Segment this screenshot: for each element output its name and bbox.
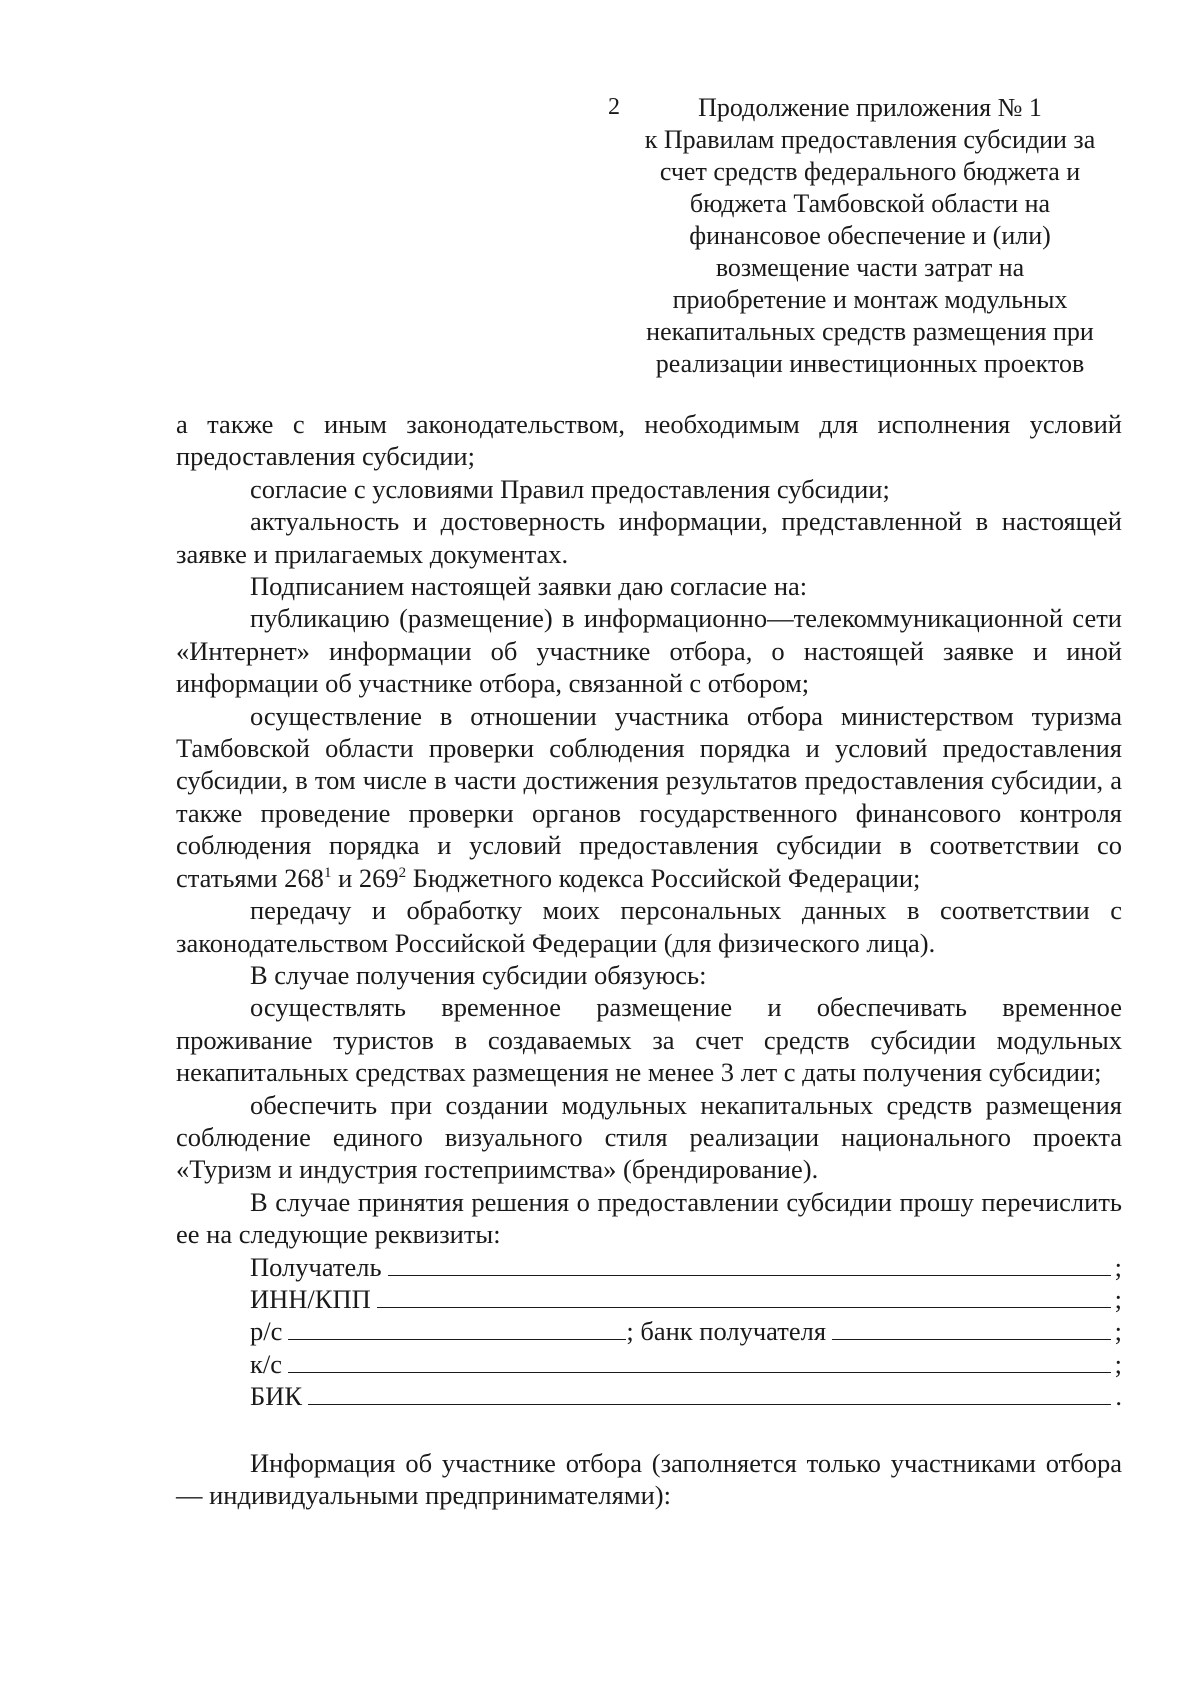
header-line: Продолжение приложения № 1 [698, 93, 1042, 122]
page-number: 2 [608, 94, 620, 120]
field-terminator: ; [1114, 1348, 1122, 1379]
header-line: счет средств федерального бюджета и [659, 157, 1081, 186]
paragraph-text: Бюджетного кодекса Российской Федерации; [406, 862, 921, 893]
paragraph: обеспечить при создании модульных некапитальных средств размещения соблюдение единого визуального стиля реализации национального проекта «Туризм и индустрия гостеприимства» (брендирование). [176, 1089, 1122, 1185]
paragraph-budget-code [176, 700, 1122, 894]
superscript: 1 [323, 864, 332, 881]
appendix-header [600, 92, 1140, 380]
paragraph: В случае получения субсидии обязуюсь: [250, 959, 707, 990]
inn-kpp-field [176, 1283, 1122, 1315]
field-terminator: ; [1114, 1251, 1122, 1282]
recipient-field [176, 1251, 1122, 1283]
spacer [176, 1413, 1122, 1447]
paragraph: актуальность и достоверность информации, представленной в настоящей заявке и прилагаемых документах. [176, 506, 1122, 569]
recipient-blank [388, 1253, 1111, 1276]
paragraph: Подписанием настоящей заявки даю согласие на: [250, 571, 808, 602]
header-line: к Правилам предоставления субсидии за [644, 125, 1096, 154]
bank-label: ; банк получателя [626, 1316, 827, 1347]
paragraph: согласие с условиями Правил предоставления субсидии; [250, 473, 890, 504]
paragraph: В случае принятия решения о предоставлении субсидии прошу перечислить ее на следующие реквизиты: [176, 1186, 1122, 1250]
corr-account-field [176, 1348, 1122, 1380]
paragraph-text: осуществление в отношении участника отбора министерством туризма Тамбовской области проверки соблюдения порядка и условий предоставления субсидии, в том числе в части достижения результатов предоставления субсидии, а также проведение проверки органов государственного финансового контроля соблюдения порядка и условий предоставления субсидии в соответствии со статьями 268 [176, 700, 1122, 893]
paragraph-text: и 269 [331, 862, 399, 893]
bik-field [176, 1380, 1122, 1412]
bank-blank [832, 1317, 1111, 1340]
header-line: бюджета Тамбовской области на [689, 189, 1051, 218]
paragraph: передачу и обработку моих персональных данных в соответствии с законодательством Российской Федерации (для физического лица). [176, 895, 1122, 958]
paragraph: публикацию (размещение) в информационно—телекоммуникационной сети «Интернет» информации об участнике отбора, о настоящей заявке и иной информации об участнике отбора, связанной с отбором; [176, 603, 1122, 699]
account-label: р/с [250, 1316, 283, 1347]
inn-kpp-blank [377, 1285, 1111, 1308]
header-line: приобретение и монтаж модульных [672, 285, 1068, 314]
recipient-label: Получатель [250, 1251, 382, 1282]
account-field [176, 1315, 1122, 1347]
superscript: 2 [398, 864, 407, 881]
header-line: финансовое обеспечение и (или) [689, 221, 1051, 250]
paragraph: Информация об участнике отбора (заполняется только участниками отбора — индивидуальными предпринимателями): [176, 1447, 1122, 1510]
header-line: возмещение части затрат на [715, 253, 1025, 282]
header-line: некапитальных средств размещения при [646, 317, 1094, 346]
field-terminator: ; [1114, 1316, 1122, 1347]
corr-account-blank [288, 1350, 1111, 1373]
document-body [176, 408, 1122, 1511]
paragraph: а также с иным законодательством, необходимым для исполнения условий предоставления субсидии; [176, 409, 1122, 472]
corr-account-label: к/с [250, 1348, 282, 1379]
account-blank [288, 1317, 626, 1340]
inn-kpp-label: ИНН/КПП [250, 1283, 371, 1314]
field-terminator: . [1115, 1381, 1122, 1412]
paragraph: осуществлять временное размещение и обеспечивать временное проживание туристов в создаваемых за счет средств субсидии модульных некапитальных средствах размещения не менее 3 лет с даты получения субсидии; [176, 992, 1122, 1088]
field-terminator: ; [1114, 1283, 1122, 1314]
bik-blank [308, 1382, 1111, 1405]
bik-label: БИК [250, 1381, 303, 1412]
header-line: реализации инвестиционных проектов [655, 349, 1085, 378]
